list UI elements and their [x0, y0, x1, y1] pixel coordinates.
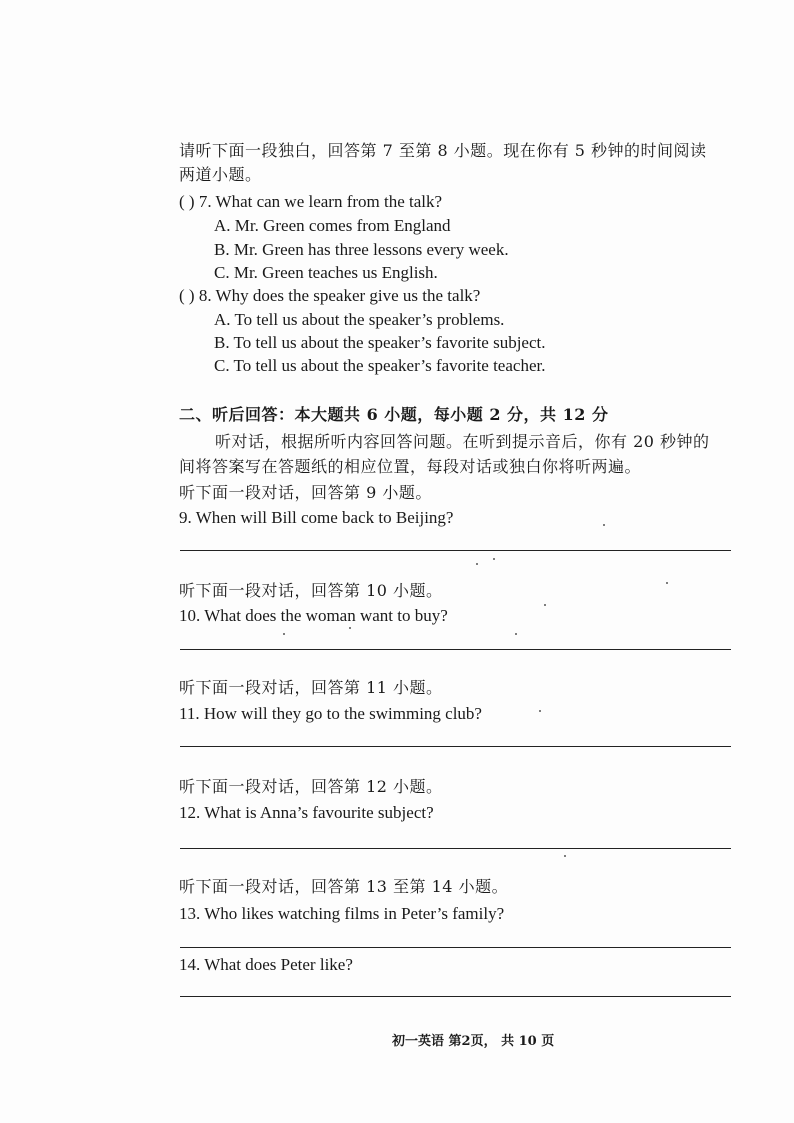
- answer-paren[interactable]: ( ): [179, 192, 195, 211]
- q14-answer-line[interactable]: [180, 996, 731, 997]
- q14-question: 14. What does Peter like?: [179, 955, 353, 974]
- q10-question: 10. What does the woman want to buy?: [179, 606, 448, 625]
- section2-intro-line1: 听对话，根据所听内容回答问题。在听到提示音后，你有 20 秒钟的: [215, 432, 710, 451]
- q12-answer-line[interactable]: [180, 848, 731, 849]
- question-8: [179, 285, 480, 307]
- scan-speck: [666, 582, 668, 584]
- question-stem: 7. What can we learn from the talk?: [198, 192, 443, 211]
- answer-paren[interactable]: ( ): [179, 286, 195, 305]
- q9-answer-line[interactable]: [180, 550, 731, 551]
- q8-option-a: A. To tell us about the speaker’s problems.: [214, 310, 505, 329]
- q11-question: 11. How will they go to the swimming club?: [179, 704, 482, 723]
- q10-answer-line[interactable]: [180, 649, 731, 650]
- section2-intro-line2: 间将答案写在答题纸的相应位置，每段对话或独白你将听两遍。: [179, 457, 642, 476]
- section1-instruction-line1: 请听下面一段独白，回答第 7 至第 8 小题。现在你有 5 秒钟的时间阅读: [179, 141, 707, 160]
- section1-instruction-line2: 两道小题。: [179, 165, 262, 184]
- page-footer: 初一英语 第2页， 共 10 页: [392, 1034, 555, 1049]
- scan-speck: [564, 855, 566, 857]
- question-7: [179, 191, 442, 213]
- q8-option-c: C. To tell us about the speaker’s favorite teacher.: [214, 356, 546, 375]
- q13-answer-line[interactable]: [180, 947, 731, 948]
- scan-speck: [603, 524, 605, 526]
- q9-prompt: 听下面一段对话，回答第 9 小题。: [179, 483, 432, 502]
- scan-speck: [493, 558, 495, 560]
- scan-speck: [544, 604, 546, 606]
- scan-speck: [476, 563, 478, 565]
- q7-option-a: A. Mr. Green comes from England: [214, 216, 451, 235]
- q7-option-b: B. Mr. Green has three lessons every week.: [214, 240, 509, 259]
- q11-answer-line[interactable]: [180, 746, 731, 747]
- q12-question: 12. What is Anna’s favourite subject?: [179, 803, 434, 822]
- q13-question: 13. Who likes watching films in Peter’s family?: [179, 904, 505, 923]
- q8-option-b: B. To tell us about the speaker’s favorite subject.: [214, 333, 546, 352]
- scan-speck: [539, 710, 541, 712]
- q9-question: 9. When will Bill come back to Beijing?: [179, 508, 454, 527]
- scan-speck: [283, 633, 285, 635]
- q12-prompt: 听下面一段对话，回答第 12 小题。: [179, 777, 443, 796]
- question-stem: 8. Why does the speaker give us the talk?: [198, 286, 481, 305]
- scan-speck: [515, 633, 517, 635]
- q13-prompt: 听下面一段对话，回答第 13 至第 14 小题。: [179, 877, 509, 896]
- section2-heading: 二、听后回答：本大题共 6 小题，每小题 2 分，共 12 分: [179, 405, 609, 424]
- q7-option-c: C. Mr. Green teaches us English.: [214, 263, 438, 282]
- q10-prompt: 听下面一段对话，回答第 10 小题。: [179, 581, 443, 600]
- q11-prompt: 听下面一段对话，回答第 11 小题。: [179, 678, 443, 697]
- scan-speck: [349, 627, 351, 629]
